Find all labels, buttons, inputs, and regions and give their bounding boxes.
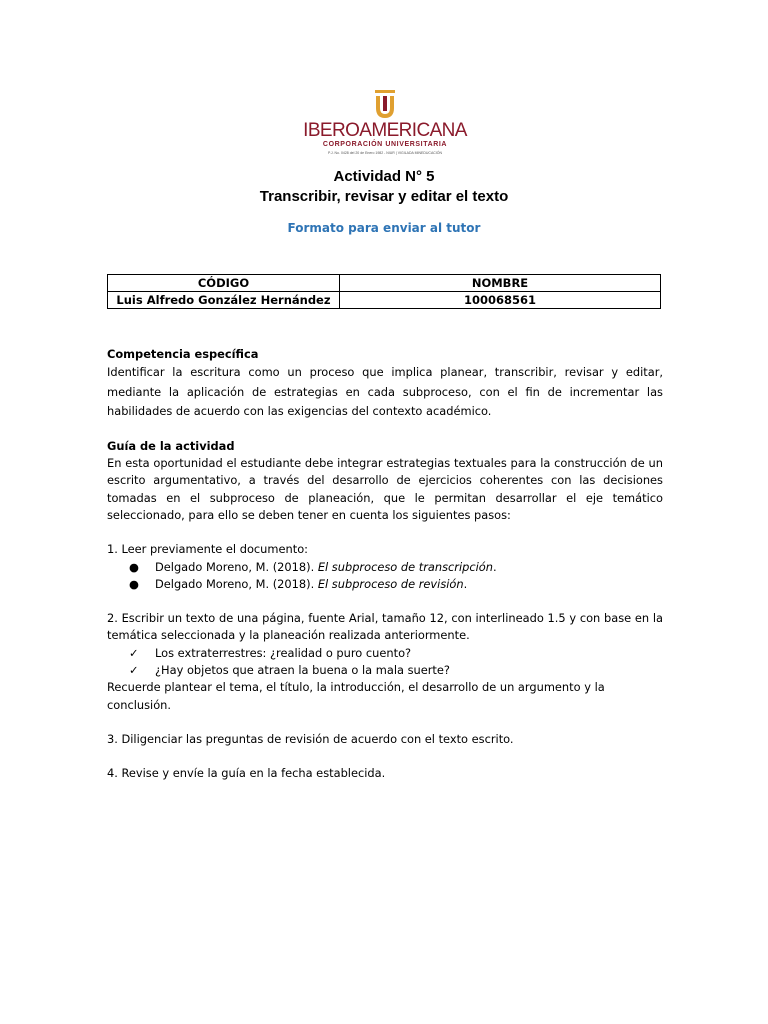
list-item: ✓ Los extraterrestres: ¿realidad o puro cuento? [107, 645, 663, 662]
reference-title: El subproceso de transcripción [317, 559, 493, 574]
bullet-icon: ● [129, 576, 139, 591]
header-codigo: CÓDIGO [108, 275, 340, 292]
activity-title: Actividad N° 5 [333, 168, 435, 185]
bullet-icon: ● [129, 559, 139, 574]
guia-heading: Guía de la actividad [107, 438, 235, 453]
university-emblem-icon [372, 90, 398, 120]
checkmark-icon: ✓ [129, 663, 139, 678]
list-item: ✓ ¿Hay objetos que atraen la buena o la mala suerte? [107, 662, 663, 679]
header-nombre: NOMBRE [340, 275, 661, 292]
step-1-text: 1. Leer previamente el documento: [107, 542, 308, 557]
step-2-text: 2. Escribir un texto de una página, fuente Arial, tamaño 12, con interlineado 1.5 y con base en la temática seleccionada y la planeación realizada anteriormente. [107, 611, 663, 643]
activity-subtitle: Transcribir, revisar y editar el texto [259, 188, 509, 205]
step-2-note: Recuerde plantear el tema, el título, la introducción, el desarrollo de un argumento y la conclusión. [107, 680, 605, 712]
format-label: Formato para enviar al tutor [287, 221, 481, 235]
logo-name: IBEROAMERICANA [303, 120, 467, 141]
university-logo [300, 90, 470, 160]
competencia-heading: Competencia específica [107, 347, 259, 361]
table-header-row [108, 275, 661, 292]
cell-student-name: Luis Alfredo González Hernández [108, 292, 340, 309]
step-4-text: 4. Revise y envíe la guía en la fecha establecida. [107, 766, 386, 781]
list-item: ● Delgado Moreno, M. (2018). El subproceso de revisión. [107, 576, 663, 593]
table-row [108, 292, 661, 309]
competencia-text: Identificar la escritura como un proceso que implica planear, transcribir, revisar y editar, mediante la aplicación de estrategias en cada subproceso, con el fin de incrementar las habilidades de acuerdo con las exigencias del contexto académico. [107, 365, 663, 419]
cell-student-id: 100068561 [340, 292, 661, 309]
step-3-text: 3. Diligenciar las preguntas de revisión de acuerdo con el texto escrito. [107, 731, 514, 746]
checkmark-icon: ✓ [129, 645, 139, 660]
logo-fine-print: P.J. No. 0428 del 20 de Enero 1982 - NIUR | VIGILADA MINEDUCACIÓN [327, 151, 443, 155]
guia-text: En esta oportunidad el estudiante debe integrar estrategias textuales para la construcción de un escrito argumentativo, a través del desarrollo de ejercicios coherentes con las decisiones tomadas en el subproceso de planeación, que le permitan desarrollar el eje temático seleccionado, para ello se deben tener en cuenta los siguientes pasos: [107, 456, 663, 522]
step-1-list [107, 559, 663, 594]
logo-subtitle: CORPORACIÓN UNIVERSITARIA [322, 141, 448, 148]
step-2-list [107, 645, 663, 680]
reference-title: El subproceso de revisión [317, 576, 464, 591]
document-body [107, 346, 663, 783]
list-item: ● Delgado Moreno, M. (2018). El subproceso de transcripción. [107, 559, 663, 576]
student-info-table [107, 274, 661, 309]
